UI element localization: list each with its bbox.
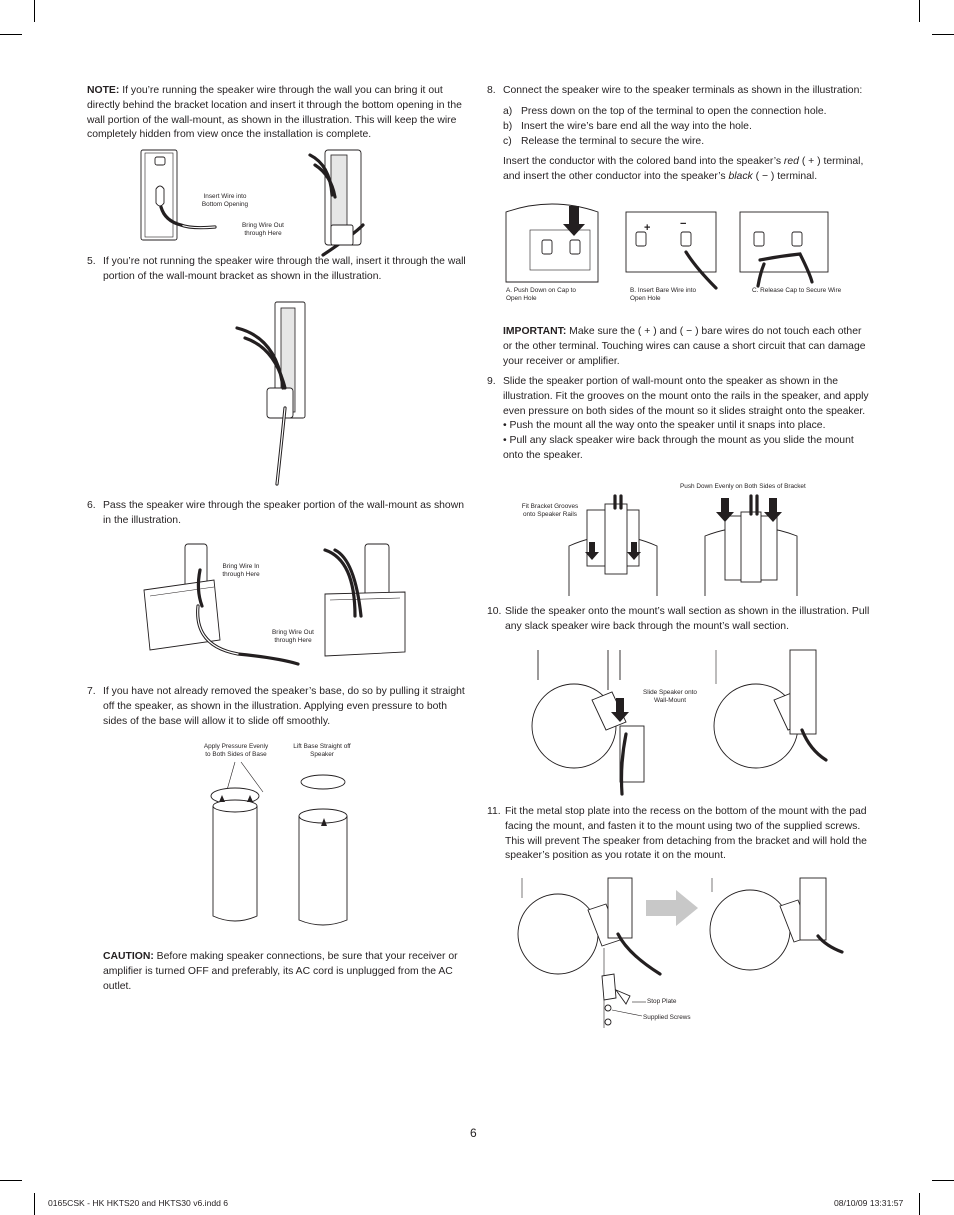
page-number: 6 bbox=[470, 1126, 477, 1140]
substep-a-text: Press down on the top of the terminal to open the connection hole. bbox=[521, 106, 827, 117]
step-6-text: Pass the speaker wire through the speaker portion of the wall-mount as shown in the illustration. bbox=[103, 500, 464, 526]
substep-c-text: Release the terminal to secure the wire. bbox=[521, 135, 705, 147]
step-7-caption-pressure: Apply Pressure Evenly to Both Sides of Base bbox=[203, 743, 269, 759]
step-10-caption: Slide Speaker onto Wall-Mount bbox=[642, 689, 697, 705]
step-8-para-red: red bbox=[783, 156, 799, 167]
important-label: IMPORTANT: bbox=[503, 326, 567, 337]
caution-paragraph bbox=[103, 950, 469, 994]
step-11-number: 11. bbox=[487, 806, 501, 817]
note-caption-out: Bring Wire Out through Here bbox=[242, 222, 284, 238]
step-6-caption-in: Bring Wire In through Here bbox=[222, 563, 260, 579]
step-8-number: 8. bbox=[487, 85, 496, 96]
step-8-substeps bbox=[503, 105, 863, 149]
crop-mark bbox=[0, 34, 22, 35]
step-8-para-black: black bbox=[728, 170, 753, 182]
step-7-number: 7. bbox=[87, 686, 96, 697]
mount-slide-figure bbox=[565, 492, 805, 598]
speaker-wall-mount-figure bbox=[530, 650, 850, 798]
caution-text: Before making speaker connections, be sure that your receiver or amplifier is turned OFF and preferably, its AC cord is unplugged from the AC outlet. bbox=[103, 951, 458, 992]
substep-a-label: a) bbox=[503, 106, 513, 117]
step-6 bbox=[87, 499, 467, 529]
crop-mark bbox=[34, 0, 35, 22]
terminal-caption-b: B. Insert Bare Wire into Open Hole bbox=[630, 287, 697, 303]
slug-timestamp: 08/10/09 13:31:57 bbox=[834, 1198, 904, 1208]
step-10 bbox=[487, 605, 871, 635]
step-8-para-b: ( + ) terminal, and insert the other conductor into the speaker’s bbox=[503, 156, 864, 182]
step-9-caption-push: Push Down Evenly on Both Sides of Bracket bbox=[680, 483, 806, 490]
step-8-para-c: ( − ) terminal. bbox=[752, 170, 818, 182]
crop-mark bbox=[34, 1193, 35, 1215]
step-11 bbox=[487, 805, 871, 864]
step-9-number: 9. bbox=[487, 376, 496, 387]
terminal-caption-a: A. Push Down on Cap to Open Hole bbox=[506, 287, 576, 303]
step-8-text: Connect the speaker wire to the speaker terminals as shown in the illustration: bbox=[503, 85, 863, 96]
note-caption-insert: Insert Wire into Bottom Opening bbox=[201, 193, 249, 209]
crop-mark bbox=[932, 34, 954, 35]
crop-mark bbox=[919, 0, 920, 22]
important-text: Make sure the ( + ) and ( − ) bare wires do not touch each other or the other terminal. Touching wires can cause a short circuit that can damage your receiver or amplifier. bbox=[503, 326, 866, 367]
note-label: NOTE: bbox=[87, 85, 120, 96]
stop-plate-caption: Stop Plate bbox=[647, 998, 677, 1005]
minus-sign: − bbox=[680, 218, 687, 230]
crop-mark bbox=[0, 1180, 22, 1181]
step-9-bullet-2: • Pull any slack speaker wire back through the mount as you slide the mount onto the speaker. bbox=[503, 435, 854, 461]
step-8 bbox=[487, 84, 871, 99]
step-9-bullet-1: • Push the mount all the way onto the speaker until it snaps into place. bbox=[503, 420, 826, 432]
caution-label: CAUTION: bbox=[103, 951, 154, 962]
substep-b bbox=[503, 120, 863, 135]
slug-filename: 0165CSK - HK HKTS20 and HKTS30 v6.indd 6 bbox=[48, 1198, 229, 1208]
step-9-caption-grooves: Fit Bracket Grooves onto Speaker Rails bbox=[521, 503, 579, 519]
substep-c-label: c) bbox=[503, 135, 512, 147]
step-8-para-a: Insert the conductor with the colored band into the speaker’s bbox=[503, 156, 784, 167]
step-9 bbox=[487, 375, 871, 464]
plus-sign: + bbox=[644, 222, 651, 234]
step-7-caption-lift: Lift Base Straight off Speaker bbox=[293, 743, 351, 759]
speaker-base-figure bbox=[205, 760, 365, 925]
step-10-text: Slide the speaker onto the mount’s wall section as shown in the illustration. Pull any slack speaker wire back through the mount’s wall section. bbox=[505, 606, 870, 632]
terminal-caption-c: C. Release Cap to Secure Wire bbox=[752, 287, 842, 294]
substep-c bbox=[503, 135, 863, 150]
step-5-text: If you’re not running the speaker wire through the wall, insert it through the wall portion of the wall-mount bracket as shown in the illustration. bbox=[103, 256, 466, 282]
step-11-text: Fit the metal stop plate into the recess on the bottom of the mount with the pad facing the mount, and fasten it to the mount using two of the supplied screws. This will prevent The speaker from detaching from the bracket and will hold the speaker’s position as you rotate it on the mount. bbox=[505, 806, 867, 862]
step-6-number: 6. bbox=[87, 500, 96, 511]
crop-mark bbox=[932, 1180, 954, 1181]
step-5-number: 5. bbox=[87, 256, 96, 267]
bracket-wire-figure bbox=[225, 298, 325, 488]
step-7 bbox=[87, 685, 467, 729]
substep-b-text: Insert the wire’s bare end all the way into the hole. bbox=[521, 120, 752, 132]
note-text: If you’re running the speaker wire through the wall you can bring it out directly behind the bracket location and insert it through the bottom opening in the wall portion of the wall-mount, as shown in the illustration. This will keep the wire completely hidden from view once the installation is complete. bbox=[87, 85, 462, 141]
step-8-paragraph bbox=[503, 155, 871, 185]
speaker-mount-figure bbox=[140, 540, 420, 680]
step-7-text: If you have not already removed the speaker’s base, do so by pulling it straight off the speaker, as shown in the illustration. Applying even pressure to both sides of the base will allow it to slide off smoothly. bbox=[103, 686, 465, 727]
crop-mark bbox=[919, 1193, 920, 1215]
substep-b-label: b) bbox=[503, 120, 513, 132]
step-10-number: 10. bbox=[487, 606, 502, 617]
step-9-text: Slide the speaker portion of wall-mount onto the speaker as shown in the illustration. Fit the grooves on the mount onto the rails in the speaker, and apply even pressure on both sides of the mount so it slides straight onto the speaker. bbox=[503, 376, 869, 417]
step-5 bbox=[87, 255, 467, 285]
important-paragraph bbox=[503, 325, 871, 369]
step-6-caption-out: Bring Wire Out through Here bbox=[272, 629, 314, 645]
terminal-figure bbox=[500, 202, 850, 288]
note-paragraph bbox=[87, 84, 467, 143]
substep-a bbox=[503, 105, 863, 120]
supplied-screws-caption: Supplied Screws bbox=[643, 1014, 691, 1021]
